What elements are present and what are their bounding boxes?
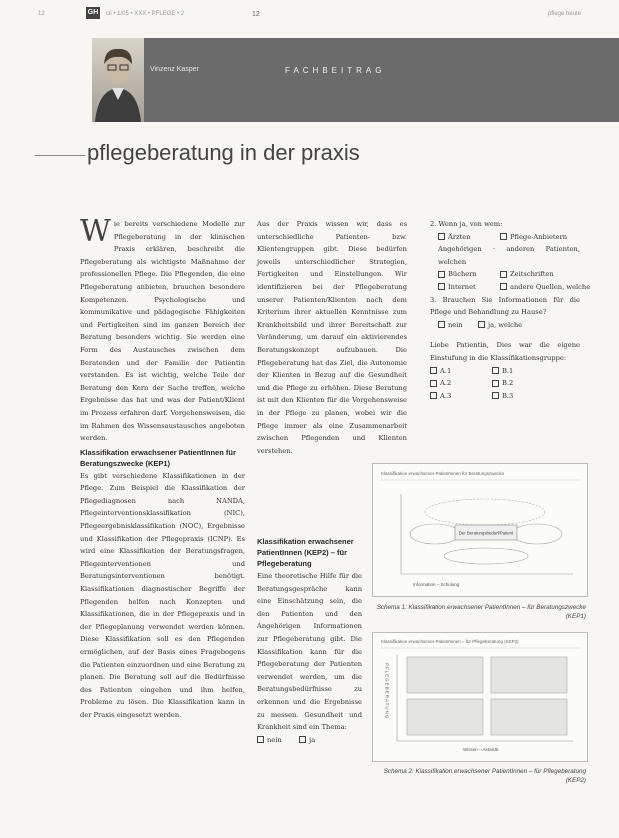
figure-1-axis: Information – Schulung bbox=[413, 582, 460, 587]
checkbox[interactable] bbox=[500, 271, 507, 278]
figure-2-diagram bbox=[373, 633, 587, 761]
option-label: Büchern bbox=[448, 270, 477, 279]
figure-2-caption: Schema 2: Klassifikation erwachsener PatientInnen – für Pflegeberatung (KEP2) bbox=[383, 768, 586, 784]
checkbox[interactable] bbox=[500, 233, 507, 240]
figure-2-label: Klassifikation erwachsener PatientInnen – für Pflegeberatung (KEP2) bbox=[381, 639, 519, 644]
checkbox[interactable] bbox=[492, 392, 499, 399]
option-label: anderen Patienten, welchen bbox=[438, 245, 580, 266]
checkbox[interactable] bbox=[430, 380, 437, 387]
class-label: B.2 bbox=[502, 379, 514, 388]
question-3: 3. Brauchen Sie Informationen für die Pflege und Behandlung zu Hause? bbox=[430, 295, 580, 317]
column-1 bbox=[80, 214, 245, 722]
drop-cap: W bbox=[80, 214, 111, 249]
option-label: Pflege-Anbietern bbox=[510, 232, 568, 241]
options-2: Ärzten Pflege-Anbietern Angehörigen · anderen Patienten, welchen Büchern Zeitschriften Internet andere Quellen, welche bbox=[438, 232, 591, 291]
author-banner bbox=[92, 38, 619, 122]
option-label: andere Quellen, welche bbox=[510, 282, 591, 291]
checkbox[interactable] bbox=[492, 367, 499, 374]
class-label: A.2 bbox=[440, 379, 452, 388]
checkbox[interactable] bbox=[430, 367, 437, 374]
option-label: Ärzten bbox=[448, 232, 471, 241]
column-2-top bbox=[257, 218, 407, 457]
checkbox[interactable] bbox=[430, 392, 437, 399]
checkbox[interactable] bbox=[438, 271, 445, 278]
journal-logo: GH bbox=[86, 7, 100, 19]
option-no: nein bbox=[267, 735, 282, 744]
checkbox[interactable] bbox=[438, 233, 445, 240]
checkbox[interactable] bbox=[492, 380, 499, 387]
subheading-kep2: Klassifikation erwachsener PatientInnen (KEP2) – für Pflegeberatung bbox=[257, 537, 354, 568]
checkbox[interactable] bbox=[500, 283, 507, 290]
author-photo bbox=[92, 38, 144, 122]
class-label: B.3 bbox=[502, 391, 514, 400]
figure-2 bbox=[372, 632, 588, 762]
classification-intro: Liebe Patientin, Dies war die eigene Einstufung in die Klassifikationsgruppe: bbox=[430, 341, 580, 362]
classification-options bbox=[430, 365, 580, 403]
figure-2-side: PFLEGEBERATUNG bbox=[384, 663, 390, 720]
options-3 bbox=[430, 319, 580, 332]
checkbox-no[interactable] bbox=[257, 736, 264, 743]
intro-text: ie bereits verschiedene Modelle zur Pflegeberatung in der klinischen Praxis erklären, beschreibt die Pflegeberatung als wichtigste Maßnahme der professionellen Pflege. Die Pflegenden, die eine Pflegeberatung anbieten, brauchen besondere Kompetenzen. Psychologische und kommunikative und pädagogische Fähigkeiten und Fertigkeiten sind im ganzen Bereich der Beratung besonders wichtig. Sie werden eine Form des Austausches zwischen dem Beratenden und der Familie der Patientin verstanden. Es ist wichtig, welche Teile der Beratung den Kern der Sache treffen, welche Ergebnisse das hat und was der Patient/Klient im Prozess erfahren darf. Vorgehensweisen, die im Rahmen des Wissensaustausches angeboten werden. bbox=[80, 220, 245, 443]
option-yes: ja bbox=[309, 735, 316, 744]
column-3 bbox=[430, 218, 591, 402]
section-label: FACHBEITRAG bbox=[285, 66, 386, 75]
body-paragraph: Es gibt verschiedene Klassifikationen in der Pflege. Zum Beispiel die Klassifikation der Pflegediagnosen nach NANDA, Pflegeinterventionsklassifikation (NIC), Pflegeergebnisklassifikation (NOC), Ergebnisse und Klassifikation der Pflegepraxis (ICNP). Es wird eine Klassifikation der Beratungsfragen, Pflegeinterventionen und Beratungsinterventionen benötigt. Klassifikationen diagnostischer Begriffe der Pflegenden helfen nach Konzepten und Klassifikationen, die in der Pflegepraxis und in der Pflegeplanung verwendet werden können. Diese Klassifikation soll es den Pflegenden ermöglichen, auf der Basis eines Fragebogens die Patienten einzuordnen und eine Beratung zu planen. Die Beratung soll auf die Bedürfnisse des Patienten eingehen und ihm helfen, Probleme zu lösen. Die Klassifikation kann in der Praxis eingesetzt werden. bbox=[80, 471, 245, 719]
subheading-kep1: Klassifikation erwachsener PatientInnen für Beratungszwecke (KEP1) bbox=[80, 447, 236, 468]
portrait-icon bbox=[92, 38, 144, 122]
yes-no-options bbox=[257, 734, 362, 747]
checkbox[interactable] bbox=[478, 321, 485, 328]
journal-title: cli • 1/05 • XXX • PFLEGE • 2 bbox=[106, 11, 185, 17]
header-right: pflege heute bbox=[548, 11, 582, 17]
checkbox-yes[interactable] bbox=[299, 736, 306, 743]
class-label: A.1 bbox=[440, 366, 452, 375]
title-rule bbox=[35, 155, 85, 156]
column-2-text: Aus der Praxis wissen wir, dass es unterschiedliche Patienten- bzw. Klientengruppen gibt. Diese bedürfen jeweils unterschiedlicher Strategien, Fertigkeiten und Einstellungen. Wir identifizieren bei der Pflegeberatung unserer Patienten/Klienten nach dem Kriterium ihrer aktuellen Kenntnisse zum Krankheitsbild und ihrer Bereitschaft zur Veränderung, um darauf ein aktivierendes Beratungskonzept aufzubauen. Die Pflegeberatung hat das Ziel, die Autonomie der Klienten in Bezug auf die Gesundheit und die Pflege zu erhöhen. Diese Beratung ist mit den Klienten für die Vorgehensweise in der Pflege zu planen, wobei wir die Pflege immer als eine Zusammenarbeit zwischen Pflegenden und Klienten verstehen. bbox=[257, 220, 407, 455]
option-label: ja, welche bbox=[488, 320, 523, 329]
option-label: Zeitschriften bbox=[510, 270, 554, 279]
figure-1-label: Klassifikation erwachsener PatientInnen für Beratungszwecke bbox=[381, 471, 505, 476]
option-label: Internet bbox=[448, 282, 476, 291]
author-name: Vinzenz Kasper bbox=[150, 66, 199, 73]
figure-1-diagram bbox=[373, 464, 587, 596]
checkbox[interactable] bbox=[438, 283, 445, 290]
figure-1-center: Der Beratungsbedarf/Patient bbox=[458, 530, 514, 536]
figure-2-axis: Wissen – Aktivität bbox=[463, 747, 499, 752]
checkbox[interactable] bbox=[438, 321, 445, 328]
page-number: 12 bbox=[38, 11, 45, 17]
option-label: Angehörigen bbox=[438, 245, 482, 254]
header-page: 12 bbox=[252, 11, 260, 18]
column-2-bottom bbox=[257, 534, 362, 746]
class-label: A.3 bbox=[440, 391, 452, 400]
intro-paragraph bbox=[80, 214, 245, 445]
column-2-text-2: Eine theoretische Hilfe für die Beratungsgespräche kann eine Einschätzung sein, die den Patienten und den Angehörigen Informationen zur Pflegeberatung gibt. Die Klassifikation kann für die Pflegeberatung der Patienten verwendet werden, um die Beratungsbedürfnisse zu erkennen und die Ergebnisse zu messen. Gesundheit und Krankheit sind ein Thema: bbox=[257, 572, 362, 732]
class-label: B.1 bbox=[502, 366, 514, 375]
figure-1-caption: Schema 1: Klassifikation erwachsener PatientInnen – für Beratungszwecke (KEP1) bbox=[376, 604, 586, 620]
question-2: 2. Wenn ja, von wem: bbox=[430, 220, 503, 228]
option-label: nein bbox=[448, 320, 463, 329]
figure-1 bbox=[372, 463, 588, 597]
article-title: pflegeberatung in der praxis bbox=[87, 140, 360, 165]
